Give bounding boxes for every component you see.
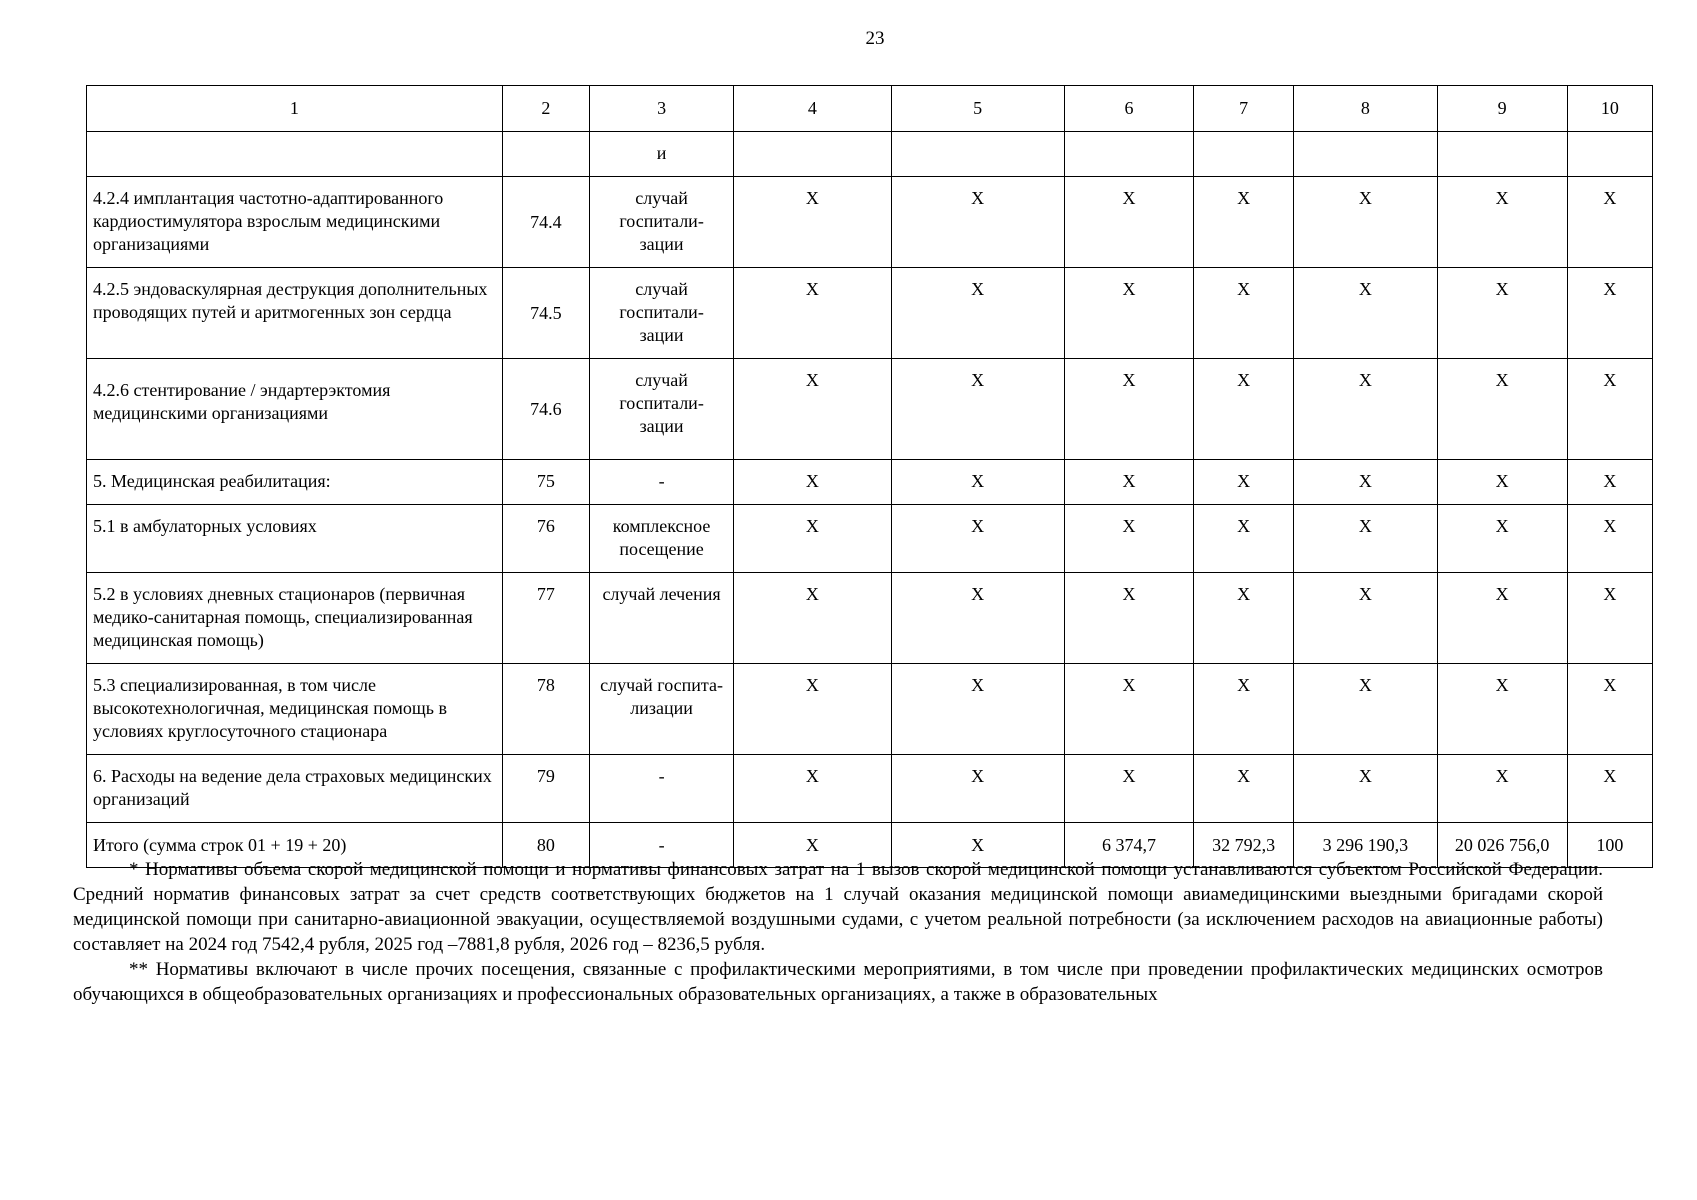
row-unit: случай госпитали- зации: [589, 177, 733, 268]
row-name: 5.3 специализированная, в том числе высокотехнологичная, медицинская помощь в условиях круглосуточного стационара: [87, 664, 503, 755]
header-cell: 2: [502, 86, 589, 132]
header-cell: 4: [734, 86, 891, 132]
row-code: 78: [502, 664, 589, 755]
cell: Х: [891, 664, 1064, 755]
footnote-1: * Нормативы объема скорой медицинской помощи и нормативы финансовых затрат на 1 вызов скорой медицинской помощи устанавливаются субъектом Российской Федерации. Средний норматив финансовых затрат за счет средств соответствующих бюджетов на 1 случай оказания медицинской помощи авиамедицинскими выездными бригадами скорой медицинской помощи при санитарно-авиационной эвакуации, осуществляемой воздушными судами, с учетом реальной потребности (за исключением расходов на авиационные работы) составляет на 2024 год 7542,4 рубля, 2025 год –7881,8 рубля, 2026 год – 8236,5 рубля.: [73, 859, 1603, 955]
cell: Х: [1567, 573, 1652, 664]
cell: 3 296 190,3: [1294, 823, 1437, 868]
cell: Х: [891, 823, 1064, 868]
cell: Х: [1294, 359, 1437, 460]
table-header-row: [87, 86, 1653, 132]
cell: Х: [1064, 460, 1193, 505]
cell: Х: [1294, 505, 1437, 573]
header-cell: 1: [87, 86, 503, 132]
row-unit: комплексное посещение: [589, 505, 733, 573]
table-row: [87, 755, 1653, 823]
header-cell: 7: [1194, 86, 1294, 132]
cell: Х: [1294, 755, 1437, 823]
cell: [1294, 132, 1437, 177]
cell: Х: [1194, 505, 1294, 573]
table-row: [87, 460, 1653, 505]
cell: [1437, 132, 1567, 177]
cell: Х: [1437, 268, 1567, 359]
cell: Х: [1194, 268, 1294, 359]
row-unit: -: [589, 823, 733, 868]
row-unit: случай лечения: [589, 573, 733, 664]
cell: Х: [734, 177, 891, 268]
cell: Х: [734, 268, 891, 359]
row-unit: -: [589, 460, 733, 505]
row-code: 75: [502, 460, 589, 505]
cell: Х: [734, 664, 891, 755]
footnote-2: ** Нормативы включают в числе прочих посещения, связанные с профилактическими мероприятиями, в том числе при проведении профилактических медицинских осмотров обучающихся в общеобразовательных организациях и профессиональных образовательных организациях, а также в образовательных: [73, 959, 1603, 1005]
header-cell: 10: [1567, 86, 1652, 132]
row-code: 76: [502, 505, 589, 573]
cell: Х: [1194, 460, 1294, 505]
cell: [891, 132, 1064, 177]
cell: Х: [1294, 460, 1437, 505]
row-name: 4.2.5 эндоваскулярная деструкция дополнительных проводящих путей и аритмогенных зон сердца: [87, 268, 503, 359]
row-code: 74.5: [502, 268, 589, 359]
cell: Х: [1064, 359, 1193, 460]
cell: Х: [1294, 177, 1437, 268]
table-row: [87, 573, 1653, 664]
cell: [734, 132, 891, 177]
cell: Х: [891, 268, 1064, 359]
cell: Х: [1064, 505, 1193, 573]
cell: [1194, 132, 1294, 177]
row-code: 77: [502, 573, 589, 664]
cell: Х: [734, 505, 891, 573]
cell: Х: [891, 460, 1064, 505]
cell: 32 792,3: [1194, 823, 1294, 868]
cell: Х: [1437, 573, 1567, 664]
cell: Х: [1194, 755, 1294, 823]
table-row: [87, 359, 1653, 460]
cell: Х: [1437, 664, 1567, 755]
row-unit: случай госпита- лизации: [589, 664, 733, 755]
cell: Х: [1437, 505, 1567, 573]
row-name: 5. Медицинская реабилитация:: [87, 460, 503, 505]
cell: Х: [1437, 755, 1567, 823]
header-cell: 5: [891, 86, 1064, 132]
cell: 100: [1567, 823, 1652, 868]
cell: Х: [734, 460, 891, 505]
row-code: [502, 132, 589, 177]
cell: Х: [1567, 505, 1652, 573]
row-unit: -: [589, 755, 733, 823]
table-row: [87, 664, 1653, 755]
cell: Х: [1437, 359, 1567, 460]
cell: Х: [1064, 268, 1193, 359]
row-unit: и: [589, 132, 733, 177]
cell: Х: [1194, 177, 1294, 268]
header-cell: 8: [1294, 86, 1437, 132]
cell: Х: [1194, 359, 1294, 460]
cell: Х: [1294, 664, 1437, 755]
cell: Х: [1567, 177, 1652, 268]
table-row: [87, 132, 1653, 177]
row-name: 4.2.6 стентирование / эндартерэктомия медицинскими организациями: [87, 359, 503, 460]
header-cell: 9: [1437, 86, 1567, 132]
cell: Х: [1064, 573, 1193, 664]
row-name: 5.1 в амбулаторных условиях: [87, 505, 503, 573]
row-unit: случай госпитали- зации: [589, 359, 733, 460]
table-row: [87, 505, 1653, 573]
cell: Х: [1567, 268, 1652, 359]
cell: Х: [1437, 460, 1567, 505]
cell: Х: [1567, 664, 1652, 755]
header-cell: 6: [1064, 86, 1193, 132]
row-code: 79: [502, 755, 589, 823]
cell: Х: [1294, 573, 1437, 664]
cell: Х: [1064, 755, 1193, 823]
cell: Х: [734, 823, 891, 868]
footnotes: [73, 857, 1603, 1007]
cell: Х: [1437, 177, 1567, 268]
norms-table: [86, 85, 1653, 868]
table-row: [87, 177, 1653, 268]
header-cell: 3: [589, 86, 733, 132]
page-number: 23: [865, 28, 885, 49]
table-row: [87, 268, 1653, 359]
cell: Х: [891, 177, 1064, 268]
row-name: 6. Расходы на ведение дела страховых медицинских организаций: [87, 755, 503, 823]
row-code: 74.4: [502, 177, 589, 268]
cell: Х: [891, 505, 1064, 573]
cell: Х: [891, 573, 1064, 664]
row-name: 5.2 в условиях дневных стационаров (первичная медико-санитарная помощь, специализированная медицинская помощь): [87, 573, 503, 664]
row-name: 4.2.4 имплантация частотно-адаптированного кардиостимулятора взрослым медицинскими организациями: [87, 177, 503, 268]
cell: Х: [1194, 573, 1294, 664]
cell: 20 026 756,0: [1437, 823, 1567, 868]
cell: Х: [1294, 268, 1437, 359]
cell: Х: [1567, 460, 1652, 505]
cell: Х: [1064, 664, 1193, 755]
cell: Х: [734, 573, 891, 664]
row-name: [87, 132, 503, 177]
row-code: 74.6: [502, 359, 589, 460]
row-code: 80: [502, 823, 589, 868]
cell: Х: [1567, 755, 1652, 823]
cell: [1567, 132, 1652, 177]
cell: Х: [891, 359, 1064, 460]
cell: Х: [891, 755, 1064, 823]
cell: Х: [1064, 177, 1193, 268]
row-unit: случай госпитали- зации: [589, 268, 733, 359]
cell: Х: [1567, 359, 1652, 460]
row-name: Итого (сумма строк 01 + 19 + 20): [87, 823, 503, 868]
cell: Х: [734, 755, 891, 823]
cell: 6 374,7: [1064, 823, 1193, 868]
cell: Х: [1194, 664, 1294, 755]
cell: Х: [734, 359, 891, 460]
cell: [1064, 132, 1193, 177]
